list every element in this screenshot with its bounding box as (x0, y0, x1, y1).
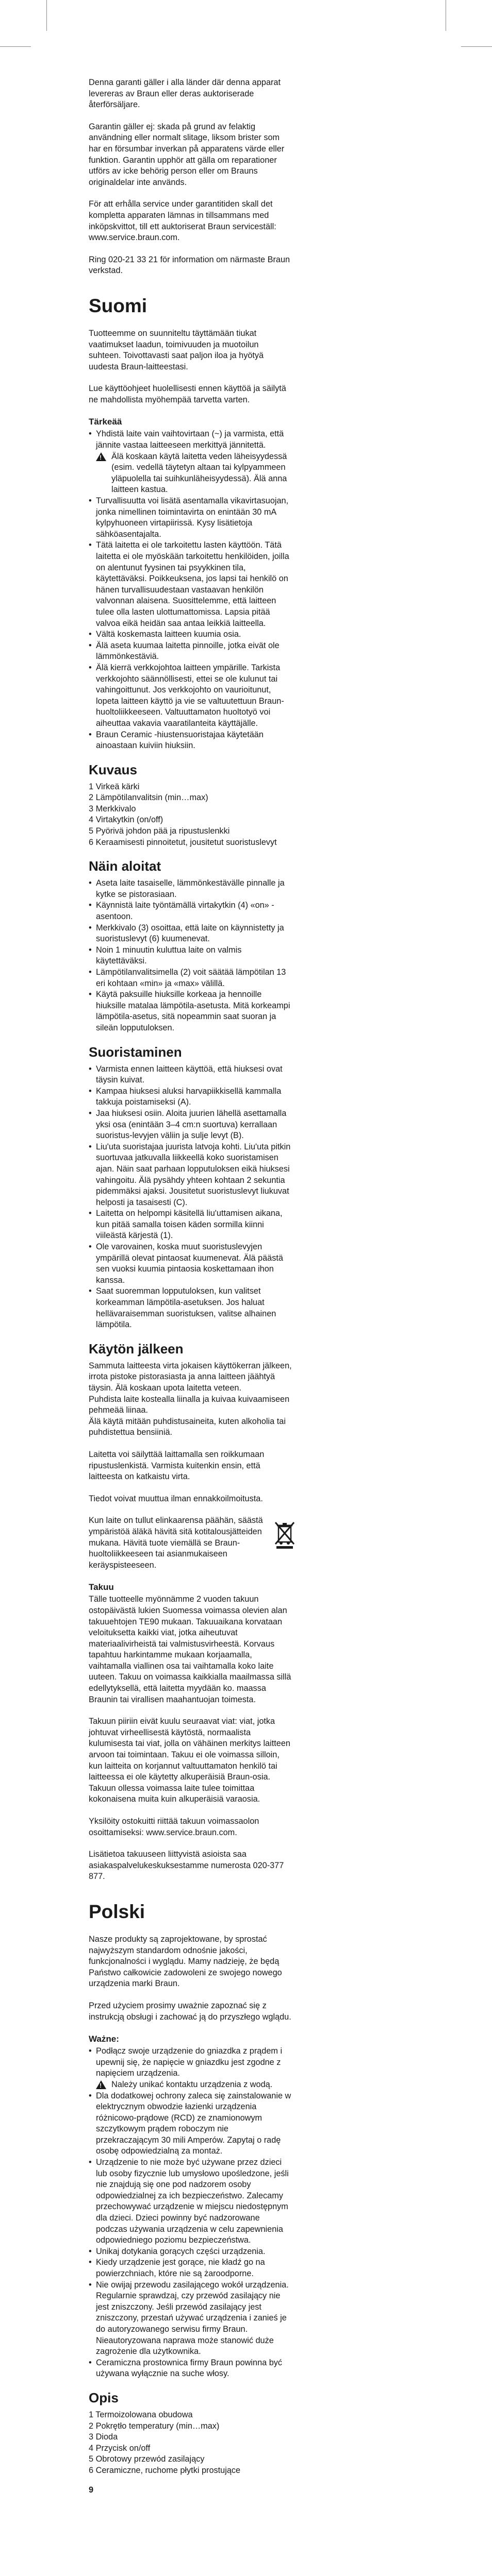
start-list (89, 878, 292, 1033)
list-item: • Kampaa hiuksesi aluksi harvapiikkisellä kammalla takkuja poistamiseksi (A). (89, 1086, 292, 1108)
disposal-block (89, 1515, 292, 1571)
list-item: • Älä kierrä verkkojohtoa laitteen ympärille. Tarkista verkkojohto säännöllisesti, ettei se ole kulunut tai vahingoittunut. Jos verkkojohto on vaurioitunut, lopeta laitteen käyttö ja vie se valtuutettuun Braun-huoltoliikkeeseen. Valtuuttamaton huoltotyö voi aiheuttaa vakavia vaaratilanteita käyttäjälle. (89, 663, 292, 730)
list-item: • Urządzenie to nie może być używane przez dzieci lub osoby fizycznie lub umysłowo upośledzone, jeśli nie znajdują się one pod nadzorem osoby odpowiedzialnej za ich bezpieczeństwo. Zalecamy przechowywać urządzenie w miejscu niedostępnym dla dzieci. Dzieci powinny być nadzorowane podczas używania urządzenia w celu zapewnienia odpowiedniego poziomu bezpieczeństwa. (89, 2157, 292, 2246)
subheading: Ważne: (89, 2034, 119, 2044)
intro-paragraph: Ring 020-21 33 21 för information om närmaste Braun verkstad. (89, 255, 290, 276)
paragraph: Lisätietoa takuuseen liittyvistä asioista saa asiakaspalvelukeskuksestamme numerosta 020-377 877. (89, 1850, 284, 1882)
paragraph: Älä käytä mitään puhdistusaineita, kuten alkoholia tai puhdistettua bensiiniä. (89, 1416, 286, 1437)
list-item: 3 Merkkivalo (89, 804, 136, 814)
subheading: Takuu (89, 1582, 114, 1592)
list-item: • Vältä koskemasta laitteen kuumia osia. (89, 629, 292, 640)
list-item (89, 2079, 292, 2091)
important-list (89, 429, 292, 751)
list-item: 2 Pokrętło temperatury (min…max) (89, 2421, 220, 2431)
crossed-bin-icon (273, 1520, 296, 1549)
list-item: • Ceramiczna prostownica firmy Braun powinna być używana wyłącznie na suche włosy. (89, 2358, 292, 2380)
list-item (89, 451, 292, 496)
list-item: 1 Virkeä kärki (89, 782, 140, 791)
paragraph: Kun laite on tullut elinkaarensa päähän, säästä ympäristöä äläkä hävitä sitä kotitalousjätteiden mukana. Hävitä tuote viemällä se Braun-huoltoliikkeeseen tai asianmukaiseen keräyspisteeseen. (89, 1516, 263, 1570)
list-item-text: Należy unikać kontaktu urządzenia z wodą. (111, 2079, 273, 2089)
list-item: • Nie owijaj przewodu zasilającego wokół urządzenia. Regularnie sprawdzaj, czy przewód zasilający nie jest zniszczony. Jeśli przewód zasilający jest zniszczony, przestań używać urządzenia i zanieś je do autoryzowanego serwisu firmy Braun. Nieautoryzowana naprawa może stanowić duże zagrożenie dla użytkownika. (89, 2280, 292, 2358)
paragraph: Laitetta voi säilyttää laittamalla sen roikkumaan ripustuslenkistä. Varmista kuitenkin ensin, että laitteesta on katkaistu virta. (89, 1449, 265, 1482)
parts-list (89, 782, 292, 849)
list-item: 5 Obrotowy przewód zasilający (89, 2454, 205, 2464)
paragraph: Tuotteemme on suunniteltu täyttämään tiukat vaatimukset laadun, toimivuuden ja muotoilun suhteen. Toivottavasti saat paljon iloa ja hyötyä uudesta Braun-laitteestasi. (89, 328, 264, 371)
list-item: • Liu'uta suoristajaa juurista latvoja kohti. Liu'uta pitkin suortuvaa jatkuvalla liikkeellä koko suoristamisen ajan. Näin saat parhaan lopputuloksen eikä hiuksesi vahingoitu. Älä pysähdy yhteen kohtaan 2 sekuntia pidemmäksi ajaksi. Jousitetut suoristuslevyt liukuvat helposti ja tasaisesti (C). (89, 1142, 292, 1209)
list-item: • Merkkivalo (3) osoittaa, että laite on käynnistetty ja suoristuslevyt (6) kuumenevat. (89, 923, 292, 945)
paragraph: Lue käyttöohjeet huolellisesti ennen käyttöä ja säilytä ne mahdollista myöhempää tarvetta varten. (89, 384, 286, 404)
list-item: 3 Dioda (89, 2432, 118, 2442)
list-item: • Saat suoremman lopputuloksen, kun valitset korkeamman lämpötila-asetuksen. Jos haluat hellävaraisemman suoristuksen, valitse alhainen lämpötila. (89, 1286, 292, 1330)
text-column (89, 77, 292, 2496)
paragraph: Tälle tuotteelle myönnämme 2 vuoden takuun ostopäivästä lukien Suomessa voimassa olevien alan takuuehtojen TE90 mukaan. Takuuaikana korvataan veloituksetta kaikki viat, jotka aiheutuvat materiaalivirheistä tai valmistusvirheestä. Korvaus tapahtuu harkintamme mukaan korjaamalla, vaihtamalla viallinen osa tai vaihtamalla koko laite uuteen. Takuu on voimassa kaikkialla maailmassa sillä edellytyksellä, että laitetta myydään ko. maassa Braunin tai virallisen maahantuojan toimesta. (89, 1595, 291, 1704)
paragraph: Przed użyciem prosimy uważnie zapoznać się z instrukcją obsługi i zachować ją do przyszłego wglądu. (89, 2001, 291, 2022)
paragraph: Nasze produkty są zaprojektowane, by sprostać najwyższym standardom odnośnie jakości, funkcjonalności i wyglądu. Mamy nadzieję, że będą Państwo całkowicie zadowoleni ze swojego nowego urządzenia marki Braun. (89, 1934, 282, 1989)
paragraph: Sammuta laitteesta virta jokaisen käyttökerran jälkeen, irrota pistoke pistorasiasta ja anna laitteen jäähtyä täysin. Älä koskaan upota laitetta veteen. (89, 1361, 292, 1393)
list-item: 5 Pyörivä johdon pää ja ripustuslenkki (89, 826, 230, 836)
list-item: • Yhdistä laite vain vaihtovirtaan (~) ja varmista, että jännite vastaa laitteeseen merkittyä jännitettä. (89, 429, 292, 451)
intro-paragraph: För att erhålla service under garantitiden skall det kompletta apparaten lämnas in tillsammans med inköpskvittot, till ett auktoriserat Braun serviceställ: www.service.braun.com. (89, 199, 276, 243)
subheading: Tärkeää (89, 417, 122, 427)
subheading: Käytön jälkeen (89, 1341, 184, 1357)
subheading: Opis (89, 2389, 119, 2405)
list-item: • Dla dodatkowej ochrony zaleca się zainstalowanie w elektrycznym obwodzie łazienki urządzenia różnicowo-prądowe (RCD) ze znamionowym szczytkowym prądem roboczym nie przekraczającym 30 mili Amperów. Zapytaj o radę osobę odpowiedzialną za montaż. (89, 2091, 292, 2158)
list-item: • Unikaj dotykania gorących części urządzenia. (89, 2246, 292, 2258)
list-item: 6 Keraamisesti pinnoitetut, jousitetut suoristuslevyt (89, 837, 277, 847)
list-item: 4 Przycisk on/off (89, 2443, 151, 2453)
paragraph: Takuun piiriin eivät kuulu seuraavat viat: viat, jotka johtuvat virheellisestä käytöstä, normaalista kulumisesta tai viat, jolla on vähäinen merkitys laitteen arvoon tai toimintaan. Takuu ei ole voimassa silloin, kun laitteita on korjannut valtuuttamaton henkilö tai laitteessa ei ole käytetty alkuperäisiä Braun-osia. Takuun ollessa voimassa laite tulee toimittaa kokonaisena muita kuin alkuperäisiä varaosia. (89, 1717, 290, 1804)
list-item: • Käytä paksuille hiuksille korkeaa ja hennoille hiuksille matalaa lämpötila-asetusta. Mitä korkeampi lämpötila-asetus, sitä nopeammin saat suoran ja sileän lopputuloksen. (89, 989, 292, 1033)
straightening-list (89, 1064, 292, 1331)
list-item: 2 Lämpötilanvalitsin (min…max) (89, 793, 208, 803)
list-item: • Tätä laitetta ei ole tarkoitettu lasten käyttöön. Tätä laitetta ei ole myöskään tarkoitettu henkilöiden, joilla on alentunut fyysinen tai psyykkinen tila, käytettäväksi. Poikkeuksena, jos lapsi tai henkilö on hänen turvallisuudestaan vastaavan henkilön valvonnan alaisena. Suosittelemme, että laitteen tulee olla lasten ulottumattomissa. Lapsia pitää valvoa eikä heidän saa antaa leikkiä laitteella. (89, 540, 292, 629)
crop-mark (0, 46, 31, 47)
list-item: 4 Virtakytkin (on/off) (89, 815, 163, 825)
subheading: Näin aloitat (89, 858, 161, 874)
list-item: • Aseta laite tasaiselle, lämmönkestävälle pinnalle ja kytke se pistorasiaan. (89, 878, 292, 900)
list-item: 6 Ceramiczne, ruchome płytki prostujące (89, 2465, 241, 2475)
list-item: • Käynnistä laite työntämällä virtakytkin (4) «on» -asentoon. (89, 900, 292, 922)
intro-paragraph: Garantin gäller ej: skada på grund av felaktig användning eller normalt slitage, liksom brister som har en försumbar inverkan på apparatens värde eller funktion. Garantin upphör att gälla om reparationer utförs av icke behörig person eller om Brauns originaldelar inte används. (89, 122, 285, 187)
paragraph: Tiedot voivat muuttua ilman ennakkoilmoitusta. (89, 1494, 263, 1503)
section-title-polski: Polski (89, 1901, 145, 1922)
crop-mark (461, 46, 492, 47)
list-item: • Podłącz swoje urządzenie do gniazdka z prądem i upewnij się, że napięcie w gniazdku jest zgodne z napięciem urządzenia. (89, 2046, 292, 2079)
list-item: • Varmista ennen laitteen käyttöä, että hiuksesi ovat täysin kuivat. (89, 1064, 292, 1086)
intro-paragraph: Denna garanti gäller i alla länder där denna apparat levereras av Braun eller deras auktoriserade återförsäljare. (89, 78, 281, 110)
list-item: • Älä aseta kuumaa laitetta pinnoille, jotka eivät ole lämmönkestäviä. (89, 640, 292, 663)
section-title-suomi: Suomi (89, 295, 147, 316)
list-item-text: Älä koskaan käytä laitetta veden läheisyydessä (esim. vedellä täytetyn altaan tai kylpyammeen yläpuolella tai suihkunläheisyydessä). Älä anna laitteen kastua. (111, 451, 287, 495)
list-item: • Kiedy urządzenie jest gorące, nie kładź go na powierzchniach, które nie są żaroodporne. (89, 2257, 292, 2279)
warning-icon (96, 2080, 106, 2089)
paragraph: Puhdista laite kostealla liinalla ja kuivaa kuivaamiseen pehmeää liinaa. (89, 1394, 290, 1415)
paragraph: Yksilöity ostokuitti riittää takuun voimassaolon osoittamiseksi: www.service.braun.com. (89, 1817, 259, 1837)
list-item: • Laitetta on helpompi käsitellä liu'uttamisen aikana, kun pitää samalla toisen käden sormilla kiinni viileästä kärjestä (1). (89, 1208, 292, 1242)
subheading: Suoristaminen (89, 1044, 182, 1060)
important-list (89, 2046, 292, 2380)
list-item: • Noin 1 minuutin kuluttua laite on valmis käytettäväksi. (89, 945, 292, 967)
list-item: • Braun Ceramic -hiustensuoristajaa käytetään ainoastaan kuiviin hiuksiin. (89, 730, 292, 752)
list-item: • Ole varovainen, koska muut suoristuslevyjen ympärillä olevat pintaosat kuumenevat. Älä päästä sen vuoksi kuumia pintaosia koskettamaan ihon kanssa. (89, 1242, 292, 1286)
list-item: • Lämpötilanvalitsimella (2) voit säätää lämpötilan 13 eri kohtaan «min» ja «max» välillä. (89, 967, 292, 989)
crop-mark (46, 0, 47, 31)
page-number: 9 (89, 2485, 94, 2495)
list-item: • Turvallisuutta voi lisätä asentamalla vikavirtasuojan, jonka nimellinen toimintavirta on enintään 30 mA kylpyhuoneen virtapiirissä. Kysy lisätietoja sähköasentajalta. (89, 496, 292, 540)
parts-list (89, 2410, 292, 2477)
list-item: 1 Termoizolowana obudowa (89, 2410, 193, 2419)
list-item: • Jaa hiuksesi osiin. Aloita juurien lähellä asettamalla yksi osa (enintään 3–4 cm:n suortuva) kerrallaan suoristus-levyjen väliin ja sulje levyt (B). (89, 1108, 292, 1142)
warning-icon (96, 452, 106, 461)
subheading: Kuvaus (89, 761, 137, 777)
